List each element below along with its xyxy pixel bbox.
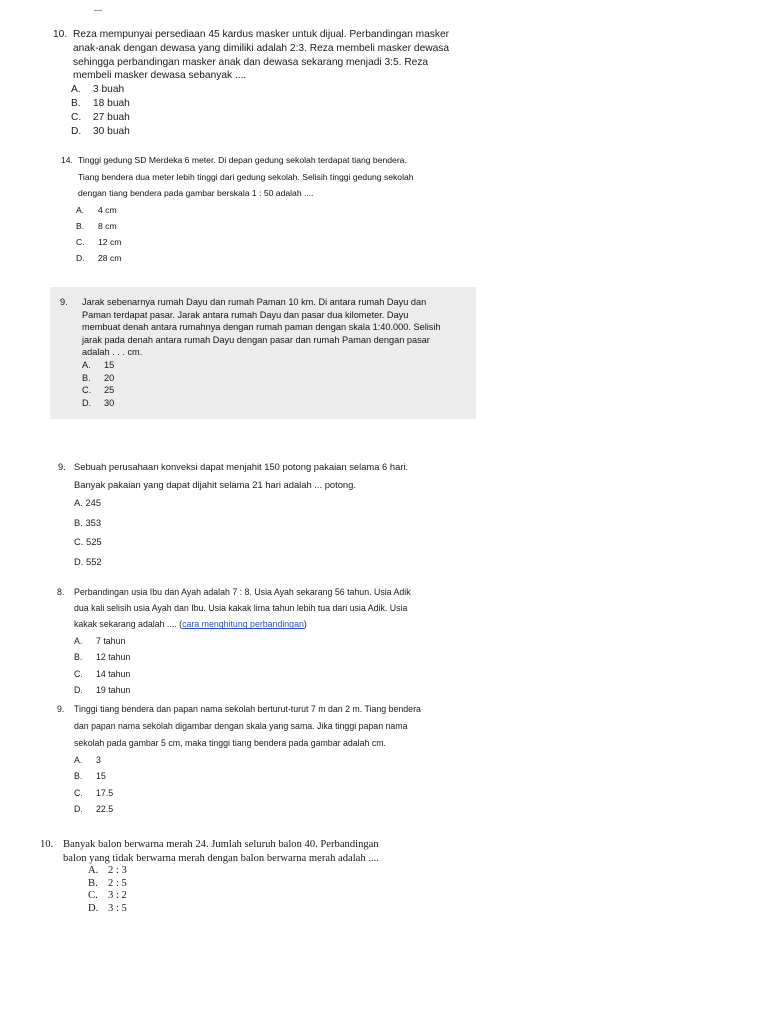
perbandingan-link[interactable]: cara menghitung perbandingan: [182, 619, 304, 630]
question-line: sehingga perbandingan masker anak dan dewasa sekarang menjadi 3:5. Reza: [73, 56, 429, 68]
answer-options: [88, 865, 460, 915]
question-number: 14.: [61, 155, 73, 165]
option-a: A. 4 cm: [76, 204, 117, 215]
option-c: C. 25: [82, 385, 115, 396]
question-line: Sebuah perusahaan konveksi dapat menjahit 150 potong pakaian selama 6 hari.: [74, 461, 409, 472]
question-line: adalah . . . cm.: [82, 347, 143, 358]
question-konveksi-pakaian: [58, 458, 458, 571]
option-c: C. 525: [74, 536, 102, 547]
option-d: D. 22.5: [74, 804, 114, 815]
answer-options: [74, 752, 467, 818]
option-c: C. 12 cm: [76, 236, 122, 247]
answer-options: [74, 493, 458, 571]
question-text: [74, 458, 458, 493]
option-a: A. 7 tahun: [74, 635, 126, 646]
question-line: sekolah pada gambar 5 cm, maka tinggi tiang bendera pada gambar adalah cm.: [74, 738, 386, 748]
option-c: C. 14 tahun: [74, 668, 131, 679]
question-line: dengan tiang bendera pada gambar berskala 1 : 50 adalah ....: [78, 188, 314, 198]
question-text: [73, 28, 468, 83]
question-text: [74, 701, 467, 752]
question-line: kakak sekarang adalah .... (cara menghitung perbandingan): [74, 619, 307, 630]
question-line: Perbandingan usia Ibu dan Ayah adalah 7 : 8. Usia Ayah sekarang 56 tahun. Usia Adik: [74, 587, 411, 597]
option-b: B. 20: [82, 372, 115, 383]
option-b: B. 353: [74, 516, 102, 528]
question-usia-ibu-ayah: [57, 584, 467, 699]
question-tiang-bendera-skala: [56, 152, 476, 266]
option-b: B. 15: [74, 771, 106, 782]
question-line: Tiang bendera dua meter lebih tinggi dari gedung sekolah. Selisih tinggi gedung sekolah: [78, 171, 414, 182]
option-d: D. 30: [82, 397, 115, 408]
question-line: Jarak sebenarnya rumah Dayu dan rumah Paman 10 km. Di antara rumah Dayu dan: [82, 297, 427, 307]
option-a: A. 3 buah: [71, 84, 125, 96]
question-line: anak-anak dengan dewasa yang dimiliki adalah 2:3. Reza membeli masker dewasa: [73, 42, 450, 54]
question-line: Tinggi tiang bendera dan papan nama sekolah berturut-turut 7 m dan 2 m. Tiang bendera: [74, 704, 421, 714]
option-d: D. 19 tahun: [74, 685, 131, 696]
question-line: dua kali selisih usia Ayah dan Ibu. Usia kakak lima tahun lebih tua dari usia Adik. Usia: [74, 603, 408, 614]
answer-options: [74, 633, 467, 699]
question-number: 10.: [40, 839, 54, 850]
option-d: D. 28 cm: [76, 252, 122, 263]
option-d: D. 30 buah: [71, 125, 130, 137]
question-balon-merah: [40, 838, 460, 915]
question-number: 10.: [53, 29, 68, 40]
question-line: Banyak pakaian yang dapat dijahit selama 21 hari adalah ... potong.: [74, 478, 356, 490]
option-a: A. 15: [82, 359, 115, 370]
question-line: Tinggi gedung SD Merdeka 6 meter. Di depan gedung sekolah terdapat tiang bendera.: [78, 155, 407, 165]
scan-mark: [94, 10, 102, 11]
question-text: [63, 838, 460, 865]
question-line: membuat denah antara rumahnya dengan rumah paman dengan skala 1:40.000. Selisih: [82, 322, 441, 333]
question-text: [74, 584, 467, 633]
question-number: 9.: [57, 704, 65, 714]
question-number: 9.: [60, 297, 68, 307]
option-a: A. 3: [74, 755, 101, 765]
option-b: B. 18 buah: [71, 97, 130, 109]
question-line: Paman terdapat pasar. Jarak antara rumah Dayu dan pasar dua kilometer. Dayu: [82, 309, 409, 320]
question-jarak-rumah-dayu: [60, 296, 472, 409]
question-text: [82, 296, 472, 359]
question-line: balon yang tidak berwarna merah dengan balon berwarna merah adalah ....: [63, 852, 379, 864]
question-number: 8.: [57, 587, 65, 597]
option-c: C. 17.5: [74, 787, 114, 798]
question-number: 9.: [58, 461, 66, 472]
question-line: dan papan nama sekolah digambar dengan skala yang sama. Jika tinggi papan nama: [74, 721, 408, 731]
option-d: D. 3 : 5: [88, 902, 127, 914]
answer-options: [71, 83, 468, 138]
option-a: A. 2 : 3: [88, 865, 127, 876]
question-tiang-papan-nama: [57, 701, 467, 818]
question-text: [78, 152, 476, 202]
question-line: jarak pada denah antara rumah Dayu dengan pasar dan rumah Paman dengan pasar: [82, 334, 430, 345]
question-reza-masker: [53, 28, 468, 138]
question-line: Banyak balon berwarna merah 24. Jumlah seluruh balon 40. Perbandingan: [63, 839, 379, 850]
option-b: B. 8 cm: [76, 220, 117, 231]
option-a: A. 245: [74, 497, 102, 508]
answer-options: [76, 202, 476, 266]
option-d: D. 552: [74, 555, 102, 567]
question-line: Reza mempunyai persediaan 45 kardus masker untuk dijual. Perbandingan masker: [73, 29, 450, 40]
option-b: B. 12 tahun: [74, 652, 131, 663]
option-c: C. 27 buah: [71, 111, 130, 123]
option-b: B. 2 : 5: [88, 877, 127, 889]
question-line: membeli masker dewasa sebanyak ....: [73, 70, 247, 82]
answer-options: [82, 359, 472, 409]
option-c: C. 3 : 2: [88, 890, 127, 902]
